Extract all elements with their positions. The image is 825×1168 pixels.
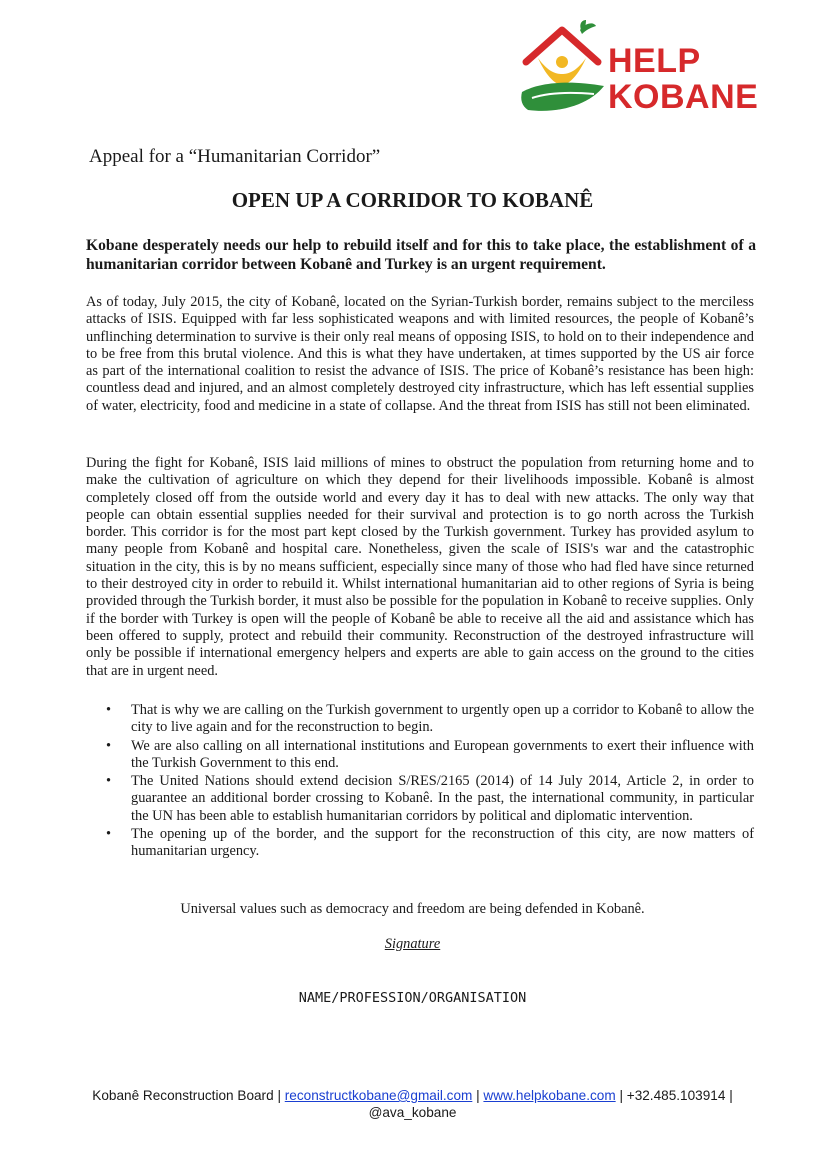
list-item: [86, 826, 754, 861]
list-item: [86, 702, 754, 737]
bullet-icon: •: [106, 773, 112, 790]
body-paragraph-2: During the fight for Kobanê, ISIS laid millions of mines to obstruct the population from returning home and to make the cultivation of agriculture on which they depend for their livelihoods impossible. Kobanê is almost completely closed off from the outside world and every day it has to deal with new attacks. The only way that people can obtain essential supplies needed for their survival and protection is to go north across the Turkish border. This corridor is for the most part kept closed by the Turkish government. Turkey has provided asylum to many people from Kobanê and hospital care. Nonetheless, given the scale of ISIS's war and the catastrophic situation in the city, this is by no means sufficient, especially since many of those who had fled have since returned to their destroyed city in order to rebuild it. Whilst international humanitarian aid to other regions of Syria is being provided through the Turkish border, it must also be possible for the population in Kobanê to receive supplies. Only if the border with Turkey is open will the people of Kobanê be able to receive all the aid and assistance which has been offered to supply, protect and rebuild their community. Reconstruction of the destroyed infrastructure will only be possible if international emergency helpers and experts are able to gain access on the ground to the cities that are in urgent need.: [86, 455, 754, 679]
list-item-text: The opening up of the border, and the support for the reconstruction of this city, are now matters of humanitarian urgency.: [131, 826, 754, 860]
name-profession-organisation-line: NAME/PROFESSION/ORGANISATION: [298, 990, 527, 1006]
bullet-icon: •: [106, 702, 112, 718]
document-subtitle: Appeal for a “Humanitarian Corridor”: [89, 146, 381, 167]
logo-house-icon: [520, 20, 610, 120]
footer-social-handle: @ava_kobane: [368, 1105, 457, 1120]
closing-statement: Universal values such as democracy and freedom are being defended in Kobanê.: [180, 901, 645, 917]
footer-email-link[interactable]: reconstructkobane@gmail.com: [284, 1088, 473, 1103]
list-item-text: We are also calling on all international institutions and European governments to exert their influence with the Turkish Government to this end.: [131, 737, 754, 771]
footer-organisation: Kobanê Reconstruction Board: [92, 1088, 274, 1103]
help-kobane-logo: [520, 20, 760, 120]
footer-contact: [60, 1087, 765, 1121]
lead-statement: Kobane desperately needs our help to rebuild itself and for this to take place, the establishment of a humanitarian corridor between Kobanê and Turkey is an urgent requirement.: [86, 237, 756, 273]
document-title: OPEN UP A CORRIDOR TO KOBANÊ: [231, 188, 594, 212]
list-item-text: That is why we are calling on the Turkish government to urgently open up a corridor to Kobanê to allow the city to live again and for the reconstruction to begin.: [131, 702, 754, 736]
list-item: [86, 773, 754, 825]
list-item: [86, 738, 754, 773]
list-item-text: The United Nations should extend decision S/RES/2165 (2014) of 14 July 2014, Article 2, in order to guarantee an additional border crossing to Kobanê. In the past, the international community, in particular the UN has been able to establish humanitarian corridors by political and diplomatic intervention.: [131, 773, 754, 824]
footer-phone: +32.485.103914: [626, 1088, 726, 1103]
bullet-icon: •: [106, 826, 112, 843]
signature-label: Signature: [384, 936, 441, 952]
footer-separator: |: [476, 1088, 480, 1103]
bullet-icon: •: [106, 737, 112, 754]
footer-website-link[interactable]: www.helpkobane.com: [483, 1088, 616, 1103]
footer-separator: |: [619, 1088, 623, 1103]
logo-text-help: HELP: [608, 42, 701, 80]
body-paragraph-1: As of today, July 2015, the city of Kobanê, located on the Syrian-Turkish border, remains subject to the merciless attacks of ISIS. Equipped with far less sophisticated weapons and with limited resources, the people of Kobanê’s unflinching determination to survive is their only real means of opposing ISIS, to hold on to their independence and to be free from this brutal violence. And this is what they have undertaken, at times supported by the US air force as part of the international coalition to resist the advance of ISIS. The price of Kobanê’s resistance has been high: countless dead and injured, and an almost completely destroyed city infrastructure, which has left essential supplies of water, electricity, food and medicine in a state of collapse. And the threat from ISIS has still not been eliminated.: [86, 294, 754, 414]
demands-list: [86, 702, 754, 862]
footer-separator: |: [729, 1088, 733, 1103]
footer-separator: |: [277, 1088, 281, 1103]
logo-text-kobane: KOBANE: [608, 78, 759, 116]
